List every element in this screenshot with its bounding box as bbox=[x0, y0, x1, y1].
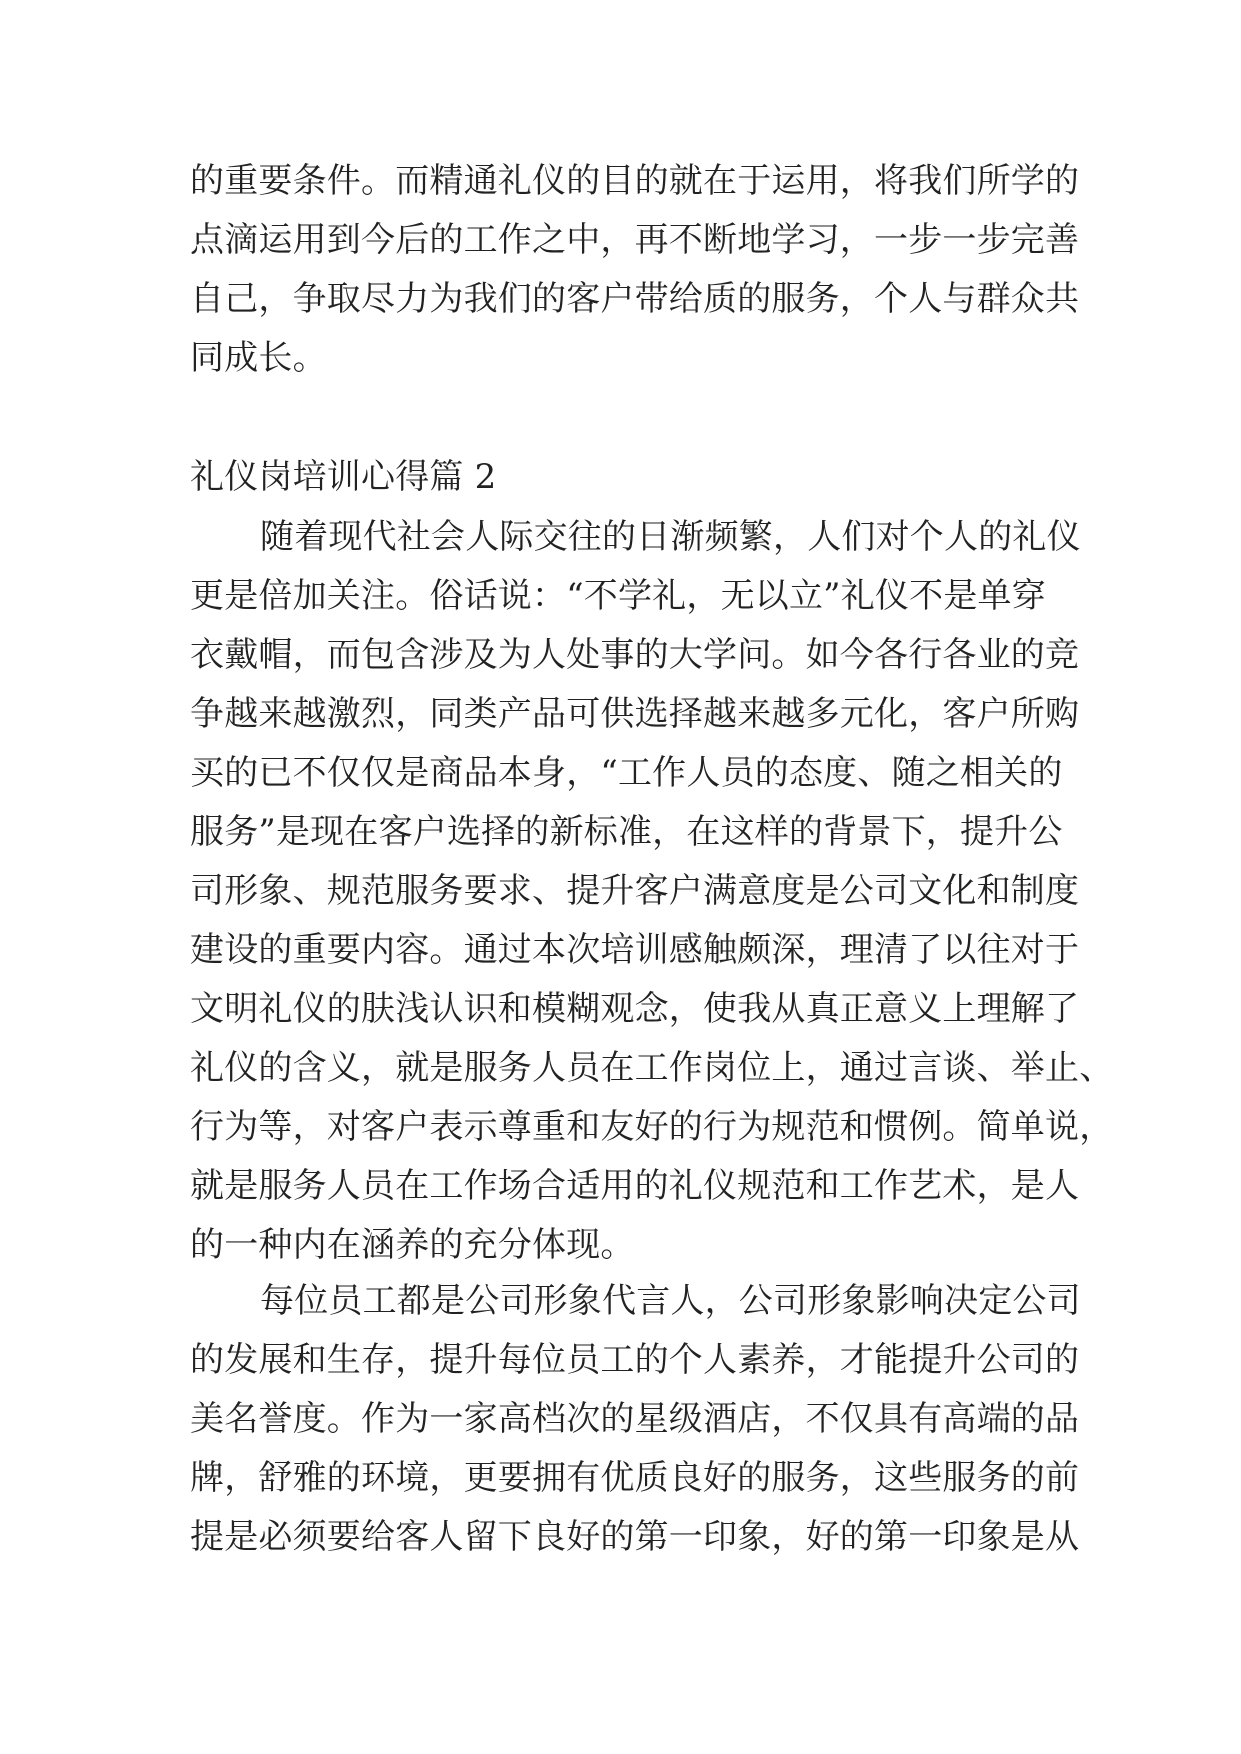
text-line: 衣戴帽，而包含涉及为人处事的大学问。如今各行各业的竞 bbox=[190, 635, 1080, 675]
text-line: 文明礼仪的肤浅认识和模糊观念，使我从真正意义上理解了 bbox=[190, 989, 1080, 1029]
text-line: 礼仪的含义，就是服务人员在工作岗位上，通过言谈、举止、 bbox=[190, 1048, 1114, 1088]
text-line: 更是倍加关注。俗话说：“不学礼，无以立”礼仪不是单穿 bbox=[190, 576, 1046, 616]
text-line: 自己，争取尽力为我们的客户带给质的服务，个人与群众共 bbox=[190, 279, 1080, 319]
text-line: 的发展和生存，提升每位员工的个人素养，才能提升公司的 bbox=[190, 1340, 1080, 1380]
text-line: 点滴运用到今后的工作之中，再不断地学习，一步一步完善 bbox=[190, 220, 1080, 260]
text-line: 每位员工都是公司形象代言人，公司形象影响决定公司 bbox=[260, 1281, 1081, 1321]
text-line: 美名誉度。作为一家高档次的星级酒店，不仅具有高端的品 bbox=[190, 1399, 1080, 1439]
section-title-text: 礼仪岗培训心得篇 2 bbox=[190, 457, 497, 497]
text-line: 争越来越激烈，同类产品可供选择越来越多元化，客户所购 bbox=[190, 694, 1080, 734]
text-line: 建设的重要内容。通过本次培训感触颇深，理清了以往对于 bbox=[190, 930, 1080, 970]
text-line: 随着现代社会人际交往的日渐频繁，人们对个人的礼仪 bbox=[260, 517, 1081, 557]
text-line: 的重要条件。而精通礼仪的目的就在于运用，将我们所学的 bbox=[190, 161, 1080, 201]
text-line: 的一种内在涵养的充分体现。 bbox=[190, 1225, 635, 1265]
section-title bbox=[190, 448, 1060, 507]
paragraph-2 bbox=[190, 1272, 1081, 1567]
text-line: 牌，舒雅的环境，更要拥有优质良好的服务，这些服务的前 bbox=[190, 1458, 1080, 1498]
text-line: 行为等，对客户表示尊重和友好的行为规范和惯例。简单说， bbox=[190, 1107, 1114, 1147]
intro-paragraph bbox=[190, 152, 1080, 388]
text-line: 提是必须要给客人留下良好的第一印象，好的第一印象是从 bbox=[190, 1517, 1080, 1557]
text-line: 就是服务人员在工作场合适用的礼仪规范和工作艺术，是人 bbox=[190, 1166, 1080, 1206]
text-line: 服务”是现在客户选择的新标准，在这样的背景下，提升公 bbox=[190, 812, 1063, 852]
text-line: 司形象、规范服务要求、提升客户满意度是公司文化和制度 bbox=[190, 871, 1080, 911]
text-line: 同成长。 bbox=[190, 338, 327, 378]
text-line: 买的已不仅仅是商品本身，“工作人员的态度、随之相关的 bbox=[190, 753, 1063, 793]
paragraph-1 bbox=[190, 508, 1114, 1275]
